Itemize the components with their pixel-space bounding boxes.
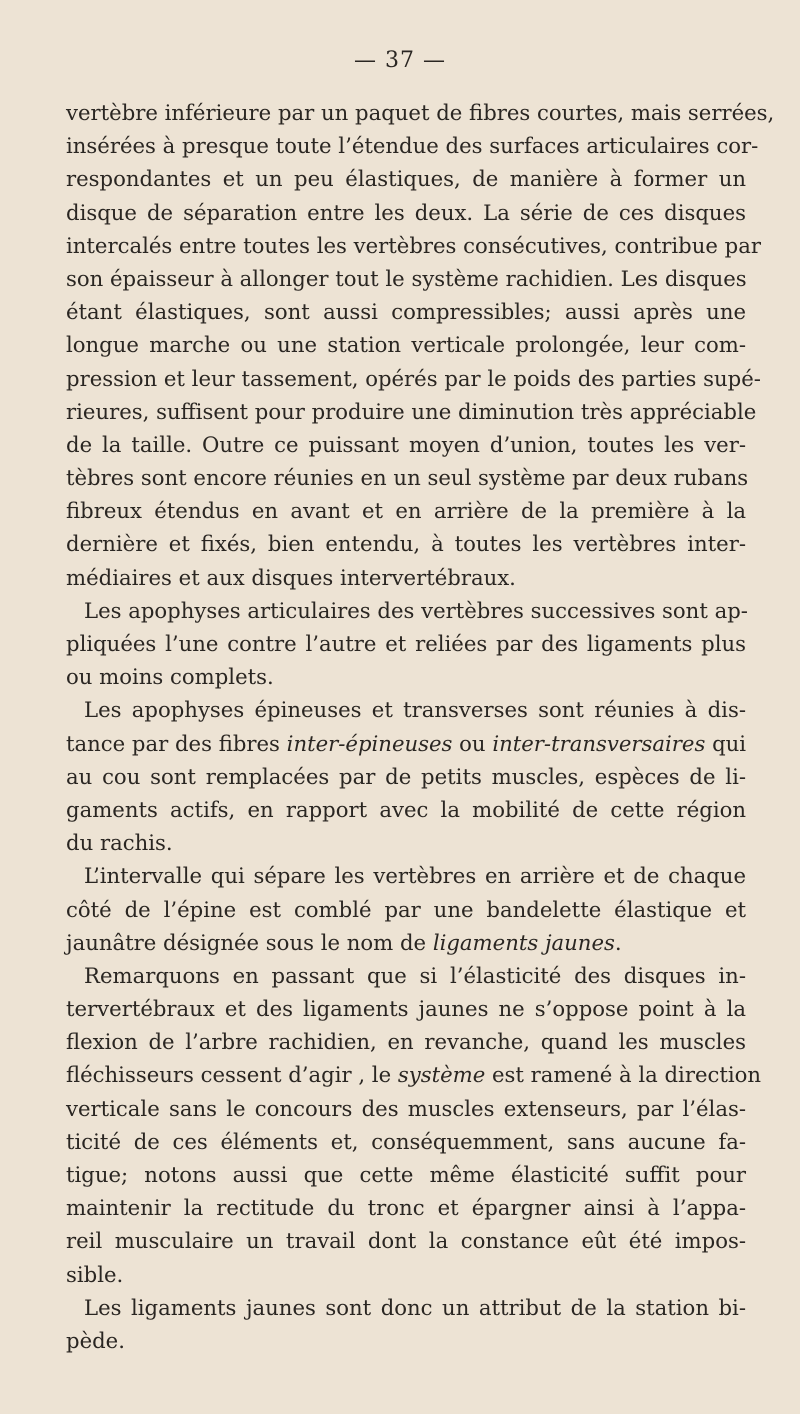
text-line: intercalés entre toutes les vertèbres consécutives, contribue par	[66, 232, 761, 258]
text-run: .	[614, 929, 622, 955]
text-line	[66, 926, 746, 959]
text-line: dernière et fixés, bien entendu, à toutes les vertèbres inter-	[66, 531, 746, 557]
text-run: tance par des fibres	[66, 730, 287, 756]
text-line: pression et leur tassement, opérés par le poids des parties supé-	[66, 365, 761, 391]
text-line: verticale sans le concours des muscles extenseurs, par l’élas-	[66, 1095, 746, 1121]
text-line: maintenir la rectitude du tronc et épargner ainsi à l’appa-	[66, 1195, 746, 1221]
text-line: tigue; notons aussi que cette même élasticité suffit pour	[66, 1162, 746, 1187]
text-line: Les ligaments jaunes sont donc un attribut de la station bi-	[84, 1294, 746, 1320]
text-run: jaunâtre désignée sous le nom de	[66, 929, 433, 955]
text-line: fibreux étendus en avant et en arrière de la première à la	[66, 498, 746, 524]
text-line: médiaires et aux disques intervertébraux.	[66, 564, 516, 590]
text-line: longue marche ou une station verticale prolongée, leur com-	[66, 332, 746, 358]
italic-term: ligaments jaunes	[432, 929, 615, 955]
text-line	[66, 1058, 762, 1091]
page-number: — 37 —	[354, 48, 446, 73]
paragraph	[66, 96, 775, 594]
text-run: qui	[705, 730, 747, 756]
text-line	[66, 727, 746, 760]
text-line: disque de séparation entre les deux. La série de ces disques	[66, 199, 746, 225]
text-line: gaments actifs, en rapport avec la mobilité de cette région	[66, 796, 746, 822]
text-line: insérées à presque toute l’étendue des surfaces articulaires cor-	[66, 133, 759, 159]
text-line: son épaisseur à allonger tout le système rachidien. Les disques	[66, 265, 747, 291]
text-line: étant élastiques, sont aussi compressibles; aussi après une	[66, 299, 746, 325]
text-line: ticité de ces éléments et, conséquemment, sans aucune fa-	[66, 1128, 746, 1154]
text-line: sible.	[66, 1261, 124, 1287]
text-line: Les apophyses épineuses et transverses sont réunies à dis-	[84, 697, 746, 723]
text-line: pède.	[66, 1327, 125, 1353]
text-line: L’intervalle qui sépare les vertèbres en arrière et de chaque	[84, 863, 746, 889]
text-line: Remarquons en passant que si l’élasticité des disques in-	[84, 962, 746, 988]
text-line: reil musculaire un travail dont la constance eût été impos-	[66, 1228, 746, 1254]
text-line: respondantes et un peu élastiques, de manière à former un	[66, 166, 746, 192]
text-line: tèbres sont encore réunies en un seul système par deux rubans	[66, 465, 749, 491]
paragraph	[66, 1291, 746, 1357]
text-run: fléchisseurs cessent d’agir , le	[66, 1062, 398, 1088]
italic-term: inter-épineuses	[286, 730, 453, 756]
text-line: rieures, suffisent pour produire une diminution très appréciable	[66, 398, 757, 424]
text-line: flexion de l’arbre rachidien, en revanche, quand les muscles	[66, 1029, 746, 1055]
paragraph	[66, 859, 746, 959]
text-line: Les apophyses articulaires des vertèbres successives sont ap-	[84, 597, 748, 623]
paragraph	[66, 594, 746, 694]
text-line: du rachis.	[66, 830, 173, 856]
paragraph	[66, 693, 746, 859]
text-line: tervertébraux et des ligaments jaunes ne s’oppose point à la	[66, 996, 746, 1022]
text-run: est ramené à la direction	[485, 1062, 762, 1088]
italic-term: inter-transversaires	[492, 730, 706, 756]
text-line: au cou sont remplacées par de petits muscles, espèces de li-	[66, 763, 746, 789]
text-line: côté de l’épine est comblé par une bandelette élastique et	[66, 896, 746, 922]
text-line: vertèbre inférieure par un paquet de fibres courtes, mais serrées,	[66, 100, 775, 125]
italic-term: système	[397, 1062, 486, 1088]
text-line: ou moins complets.	[66, 664, 274, 690]
text-run: ou	[452, 730, 493, 756]
text-line: de la taille. Outre ce puissant moyen d’union, toutes les ver-	[66, 431, 746, 457]
paragraph	[66, 959, 762, 1291]
body-text	[66, 96, 775, 1357]
text-line: pliquées l’une contre l’autre et reliées par des ligaments plus	[66, 631, 746, 656]
